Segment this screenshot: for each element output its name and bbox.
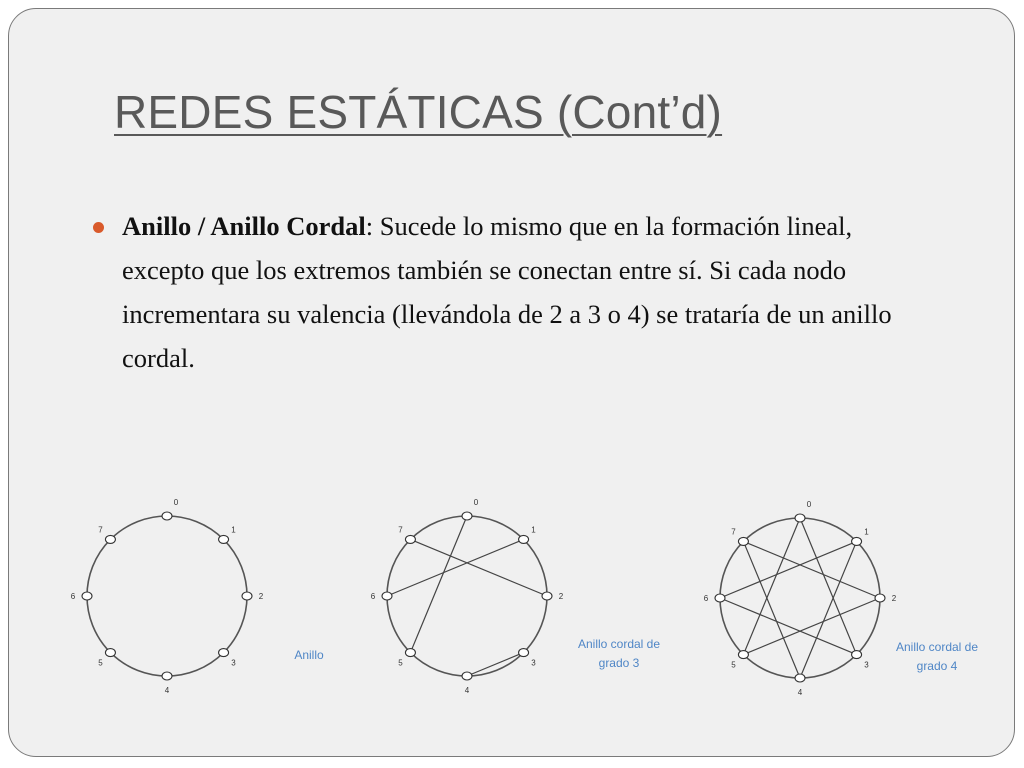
node-label: 2 [891,594,897,603]
ring-node [405,535,415,543]
bullet-paragraph [122,204,902,380]
ring-node [162,672,172,680]
bullet-separator: : [365,211,374,241]
chordal-ring-degree-4-caption [887,638,987,676]
ring-node [405,649,415,657]
caption-line-1: Anillo cordal de [895,640,979,654]
ring-node [219,535,229,543]
node-label: 2 [558,592,564,601]
node-label: 3 [864,660,869,670]
ring-caption-text: Anillo [294,648,324,662]
node-label: 0 [473,498,479,507]
node-label: 2 [258,592,264,601]
node-label: 4 [797,688,803,697]
node-label: 7 [98,525,103,535]
node-label: 1 [231,525,236,535]
node-label: 5 [398,658,403,668]
chord-line [387,539,524,596]
node-label: 3 [531,658,536,668]
slide-title: REDES ESTÁTICAS (Cont’d) [114,86,723,138]
ring-caption [279,646,339,665]
ring-node [542,592,552,600]
ring-node [738,651,748,659]
ring-node [382,592,392,600]
ring-node [852,651,862,659]
ring-node [462,512,472,520]
ring-node [852,537,862,545]
node-label: 1 [531,525,536,535]
ring-node [519,535,529,543]
ring-node [795,514,805,522]
ring-node [795,674,805,682]
bullet-dot-icon [93,222,104,233]
node-label: 5 [731,660,736,670]
ring-node [82,592,92,600]
node-label: 6 [70,592,76,601]
node-label: 7 [731,527,736,537]
node-label: 5 [98,658,103,668]
node-label: 0 [806,500,812,509]
caption-line-2: grado 3 [598,656,640,670]
ring-node [519,649,529,657]
ring-node [242,592,252,600]
ring-node [162,512,172,520]
node-label: 4 [464,686,470,695]
node-label: 0 [173,498,179,507]
node-label: 7 [398,525,403,535]
ring-node [219,649,229,657]
ring-node [105,535,115,543]
node-label: 3 [231,658,236,668]
bullet-text: Sucede lo mismo que en la formación lineal, excepto que los extremos también se conectan entre sí. Si cada nodo incrementara su valencia (llevándola de 2 a 3 o 4) se trataría de un anillo cordal. [122,211,892,373]
ring-node [715,594,725,602]
node-label: 6 [703,594,709,603]
caption-line-2: grado 4 [916,659,958,673]
node-label: 4 [164,686,170,695]
node-label: 1 [864,527,869,537]
chordal-ring-degree-4-diagram [692,500,902,697]
chordal-ring-degree-3-caption [569,635,669,673]
ring-node [875,594,885,602]
chord-line [410,516,467,653]
ring-node [462,672,472,680]
node-label: 6 [370,592,376,601]
chord-line [467,653,524,676]
ring-node [105,649,115,657]
caption-line-1: Anillo cordal de [577,637,661,651]
ring-diagram [59,498,269,695]
ring-node [738,537,748,545]
chordal-ring-degree-3-diagram [359,498,569,695]
bullet-term: Anillo / Anillo Cordal [122,211,366,241]
slide [8,8,1015,757]
chord-line [410,539,547,596]
